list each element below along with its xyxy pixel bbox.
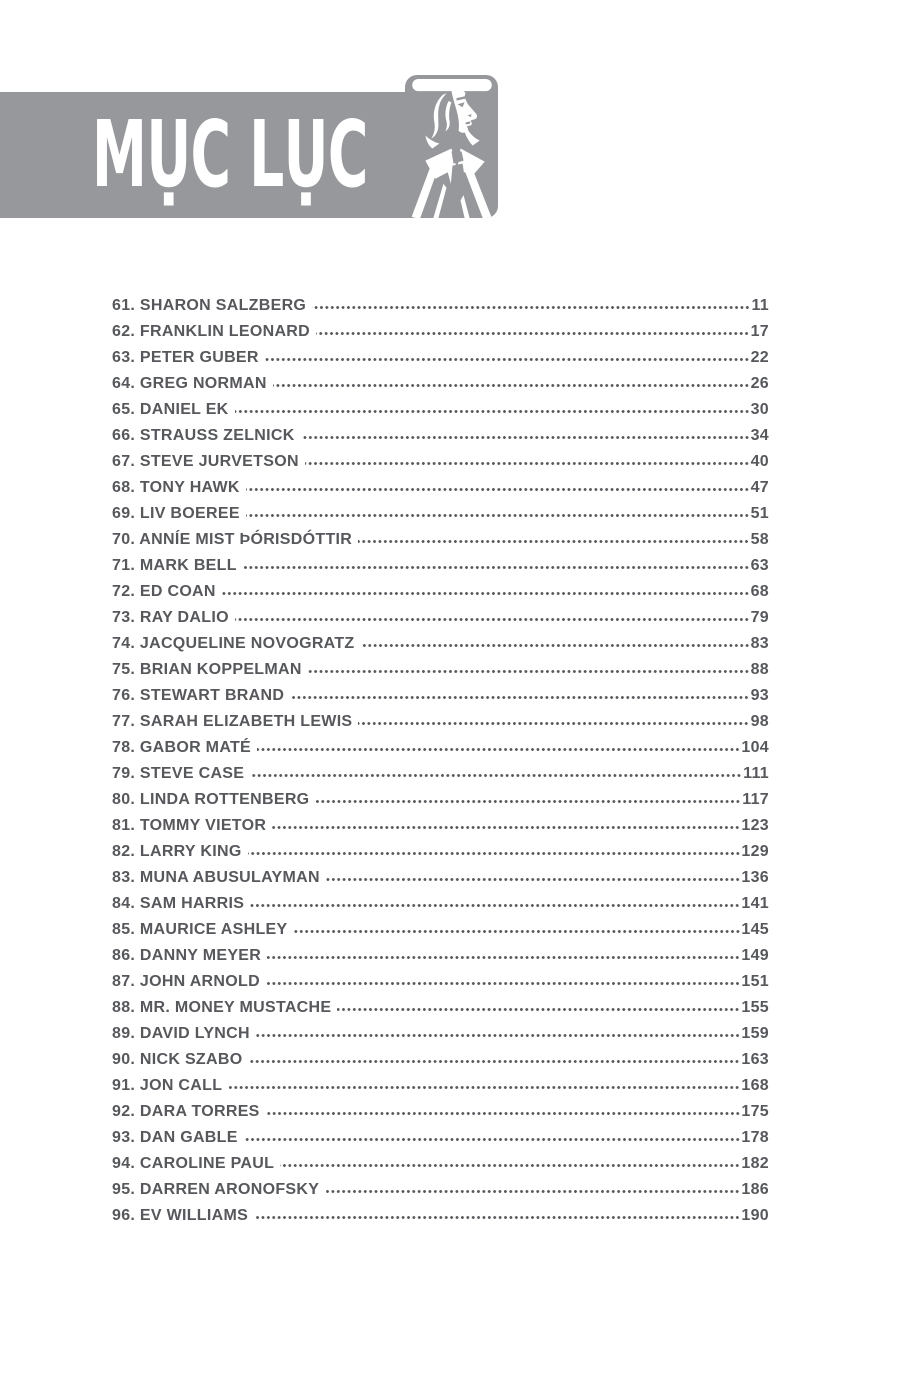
dot-leader bbox=[316, 331, 750, 336]
dot-leader bbox=[267, 955, 740, 960]
toc-entry-name: 75. BRIAN KOPPELMAN bbox=[112, 661, 302, 678]
dot-leader bbox=[257, 747, 740, 752]
toc-entry bbox=[112, 349, 769, 375]
dot-leader bbox=[256, 1033, 741, 1038]
dot-leader bbox=[325, 1189, 740, 1194]
toc-entry-page: 83 bbox=[750, 635, 769, 652]
toc-entry bbox=[112, 869, 769, 895]
toc-entry-page: 47 bbox=[750, 479, 769, 496]
toc-entry bbox=[112, 973, 769, 999]
dot-leader bbox=[337, 1007, 740, 1012]
toc-entry-page: 98 bbox=[750, 713, 769, 730]
toc-entry-name: 96. EV WILLIAMS bbox=[112, 1207, 249, 1224]
toc-entry bbox=[112, 843, 769, 869]
toc-entry bbox=[112, 1129, 769, 1155]
toc-entry-name: 61. SHARON SALZBERG bbox=[112, 297, 307, 314]
toc-entry bbox=[112, 687, 769, 713]
toc-entry-page: 79 bbox=[750, 609, 769, 626]
toc-entry-page: 63 bbox=[750, 557, 769, 574]
toc-entry bbox=[112, 401, 769, 427]
toc-entry-name: 63. PETER GUBER bbox=[112, 349, 259, 366]
toc-entry-name: 67. STEVE JURVETSON bbox=[112, 453, 299, 470]
toc-entry-name: 95. DARREN ARONOFSKY bbox=[112, 1181, 320, 1198]
toc-entry bbox=[112, 375, 769, 401]
toc-entry-page: 30 bbox=[750, 401, 769, 418]
toc-entry-name: 82. LARRY KING bbox=[112, 843, 242, 860]
toc-entry-page: 182 bbox=[741, 1155, 769, 1172]
dot-leader bbox=[250, 773, 742, 778]
toc-entry bbox=[112, 947, 769, 973]
dot-leader bbox=[273, 383, 750, 388]
dot-leader bbox=[243, 565, 750, 570]
toc-entry bbox=[112, 479, 769, 505]
toc-entry-page: 178 bbox=[741, 1129, 769, 1146]
toc-entry-name: 74. JACQUELINE NOVOGRATZ bbox=[112, 635, 355, 652]
toc-entry-name: 93. DAN GABLE bbox=[112, 1129, 238, 1146]
dot-leader bbox=[248, 851, 741, 856]
dot-leader bbox=[280, 1163, 740, 1168]
toc-entry bbox=[112, 921, 769, 947]
toc-entry bbox=[112, 661, 769, 687]
dot-leader bbox=[254, 1215, 740, 1220]
dot-leader bbox=[361, 643, 750, 648]
dot-leader bbox=[308, 669, 750, 674]
toc-entry bbox=[112, 999, 769, 1025]
toc-list bbox=[112, 297, 769, 1233]
toc-entry-name: 85. MAURICE ASHLEY bbox=[112, 921, 288, 938]
toc-entry-name: 73. RAY DALIO bbox=[112, 609, 229, 626]
dot-leader bbox=[265, 357, 750, 362]
toc-entry-page: 123 bbox=[741, 817, 769, 834]
toc-entry-page: 163 bbox=[741, 1051, 769, 1068]
toc-entry bbox=[112, 505, 769, 531]
dot-leader bbox=[266, 981, 740, 986]
toc-entry bbox=[112, 1077, 769, 1103]
toc-entry-name: 62. FRANKLIN LEONARD bbox=[112, 323, 311, 340]
dot-leader bbox=[312, 305, 750, 310]
toc-entry bbox=[112, 1051, 769, 1077]
toc-entry bbox=[112, 739, 769, 765]
toc-entry-page: 11 bbox=[751, 297, 769, 314]
dot-leader bbox=[305, 461, 750, 466]
dot-leader bbox=[326, 877, 741, 882]
toc-entry-name: 91. JON CALL bbox=[112, 1077, 223, 1094]
toc-entry bbox=[112, 297, 769, 323]
toc-entry bbox=[112, 583, 769, 609]
toc-entry-page: 117 bbox=[742, 791, 769, 808]
toc-entry bbox=[112, 1181, 769, 1207]
toc-entry-page: 93 bbox=[750, 687, 769, 704]
toc-entry-name: 83. MUNA ABUSULAYMAN bbox=[112, 869, 320, 886]
toc-entry-name: 80. LINDA ROTTENBERG bbox=[112, 791, 310, 808]
dot-leader bbox=[235, 409, 750, 414]
toc-entry-page: 168 bbox=[741, 1077, 769, 1094]
toc-entry bbox=[112, 323, 769, 349]
dot-leader bbox=[228, 1085, 740, 1090]
toc-entry-name: 92. DARA TORRES bbox=[112, 1103, 260, 1120]
toc-entry-page: 34 bbox=[750, 427, 769, 444]
toc-entry-name: 64. GREG NORMAN bbox=[112, 375, 267, 392]
dot-leader bbox=[358, 539, 749, 544]
toc-entry-page: 40 bbox=[750, 453, 769, 470]
dot-leader bbox=[248, 1059, 740, 1064]
toc-entry bbox=[112, 1103, 769, 1129]
dot-leader bbox=[250, 903, 740, 908]
toc-entry-page: 136 bbox=[741, 869, 769, 886]
toc-entry-name: 68. TONY HAWK bbox=[112, 479, 240, 496]
toc-entry-name: 87. JOHN ARNOLD bbox=[112, 973, 260, 990]
toc-entry-page: 155 bbox=[741, 999, 769, 1016]
toc-entry-name: 76. STEWART BRAND bbox=[112, 687, 285, 704]
logo-box bbox=[405, 75, 498, 218]
toc-entry-page: 151 bbox=[741, 973, 769, 990]
toc-entry bbox=[112, 635, 769, 661]
dot-leader bbox=[290, 695, 749, 700]
toc-entry-name: 86. DANNY MEYER bbox=[112, 947, 262, 964]
toc-entry-name: 70. ANNÍE MIST ÞÓRISDÓTTIR bbox=[112, 531, 353, 548]
toc-entry bbox=[112, 895, 769, 921]
toc-entry-page: 51 bbox=[750, 505, 769, 522]
toc-entry-name: 66. STRAUSS ZELNICK bbox=[112, 427, 295, 444]
toc-entry bbox=[112, 557, 769, 583]
toc-entry-page: 88 bbox=[750, 661, 769, 678]
toc-entry-page: 145 bbox=[741, 921, 769, 938]
toc-entry bbox=[112, 1207, 769, 1233]
toc-entry bbox=[112, 609, 769, 635]
toc-entry-name: 71. MARK BELL bbox=[112, 557, 237, 574]
toc-entry bbox=[112, 765, 769, 791]
dot-leader bbox=[222, 591, 750, 596]
dot-leader bbox=[272, 825, 740, 830]
dot-leader bbox=[358, 721, 749, 726]
toc-entry-page: 17 bbox=[750, 323, 769, 340]
toc-entry-page: 159 bbox=[741, 1025, 769, 1042]
toc-entry-page: 186 bbox=[741, 1181, 769, 1198]
toc-entry-page: 58 bbox=[750, 531, 769, 548]
dot-leader bbox=[301, 435, 750, 440]
dot-leader bbox=[266, 1111, 741, 1116]
toc-entry-page: 111 bbox=[743, 765, 769, 782]
toc-entry-page: 68 bbox=[750, 583, 769, 600]
toc-entry-page: 104 bbox=[741, 739, 769, 756]
toc-entry-name: 69. LIV BOEREE bbox=[112, 505, 240, 522]
toc-entry-name: 79. STEVE CASE bbox=[112, 765, 245, 782]
toc-entry-page: 141 bbox=[741, 895, 769, 912]
toc-entry bbox=[112, 453, 769, 479]
toc-entry-name: 84. SAM HARRIS bbox=[112, 895, 245, 912]
toc-entry-name: 94. CAROLINE PAUL bbox=[112, 1155, 275, 1172]
page-title: MỤC LỤC bbox=[92, 101, 368, 208]
toc-entry-page: 175 bbox=[741, 1103, 769, 1120]
toc-entry bbox=[112, 1025, 769, 1051]
toc-entry-name: 89. DAVID LYNCH bbox=[112, 1025, 250, 1042]
dot-leader bbox=[315, 799, 741, 804]
dot-leader bbox=[235, 617, 750, 622]
dot-leader bbox=[294, 929, 741, 934]
toc-entry bbox=[112, 1155, 769, 1181]
dot-leader bbox=[246, 513, 750, 518]
toc-entry bbox=[112, 531, 769, 557]
toc-entry-page: 129 bbox=[741, 843, 769, 860]
toc-entry-page: 190 bbox=[741, 1207, 769, 1224]
toc-entry bbox=[112, 427, 769, 453]
toc-entry-name: 77. SARAH ELIZABETH LEWIS bbox=[112, 713, 353, 730]
toc-entry-name: 90. NICK SZABO bbox=[112, 1051, 243, 1068]
dot-leader bbox=[246, 487, 750, 492]
toc-entry-page: 26 bbox=[750, 375, 769, 392]
toc-entry-page: 149 bbox=[741, 947, 769, 964]
toc-entry-page: 22 bbox=[750, 349, 769, 366]
toc-entry-name: 81. TOMMY VIETOR bbox=[112, 817, 267, 834]
toc-entry bbox=[112, 791, 769, 817]
toc-entry bbox=[112, 817, 769, 843]
toc-entry-name: 78. GABOR MATÉ bbox=[112, 739, 252, 756]
toc-entry bbox=[112, 713, 769, 739]
dot-leader bbox=[244, 1137, 741, 1142]
toc-entry-name: 72. ED COAN bbox=[112, 583, 216, 600]
man-in-suit-icon bbox=[405, 75, 498, 218]
toc-entry-name: 65. DANIEL EK bbox=[112, 401, 229, 418]
toc-entry-name: 88. MR. MONEY MUSTACHE bbox=[112, 999, 332, 1016]
